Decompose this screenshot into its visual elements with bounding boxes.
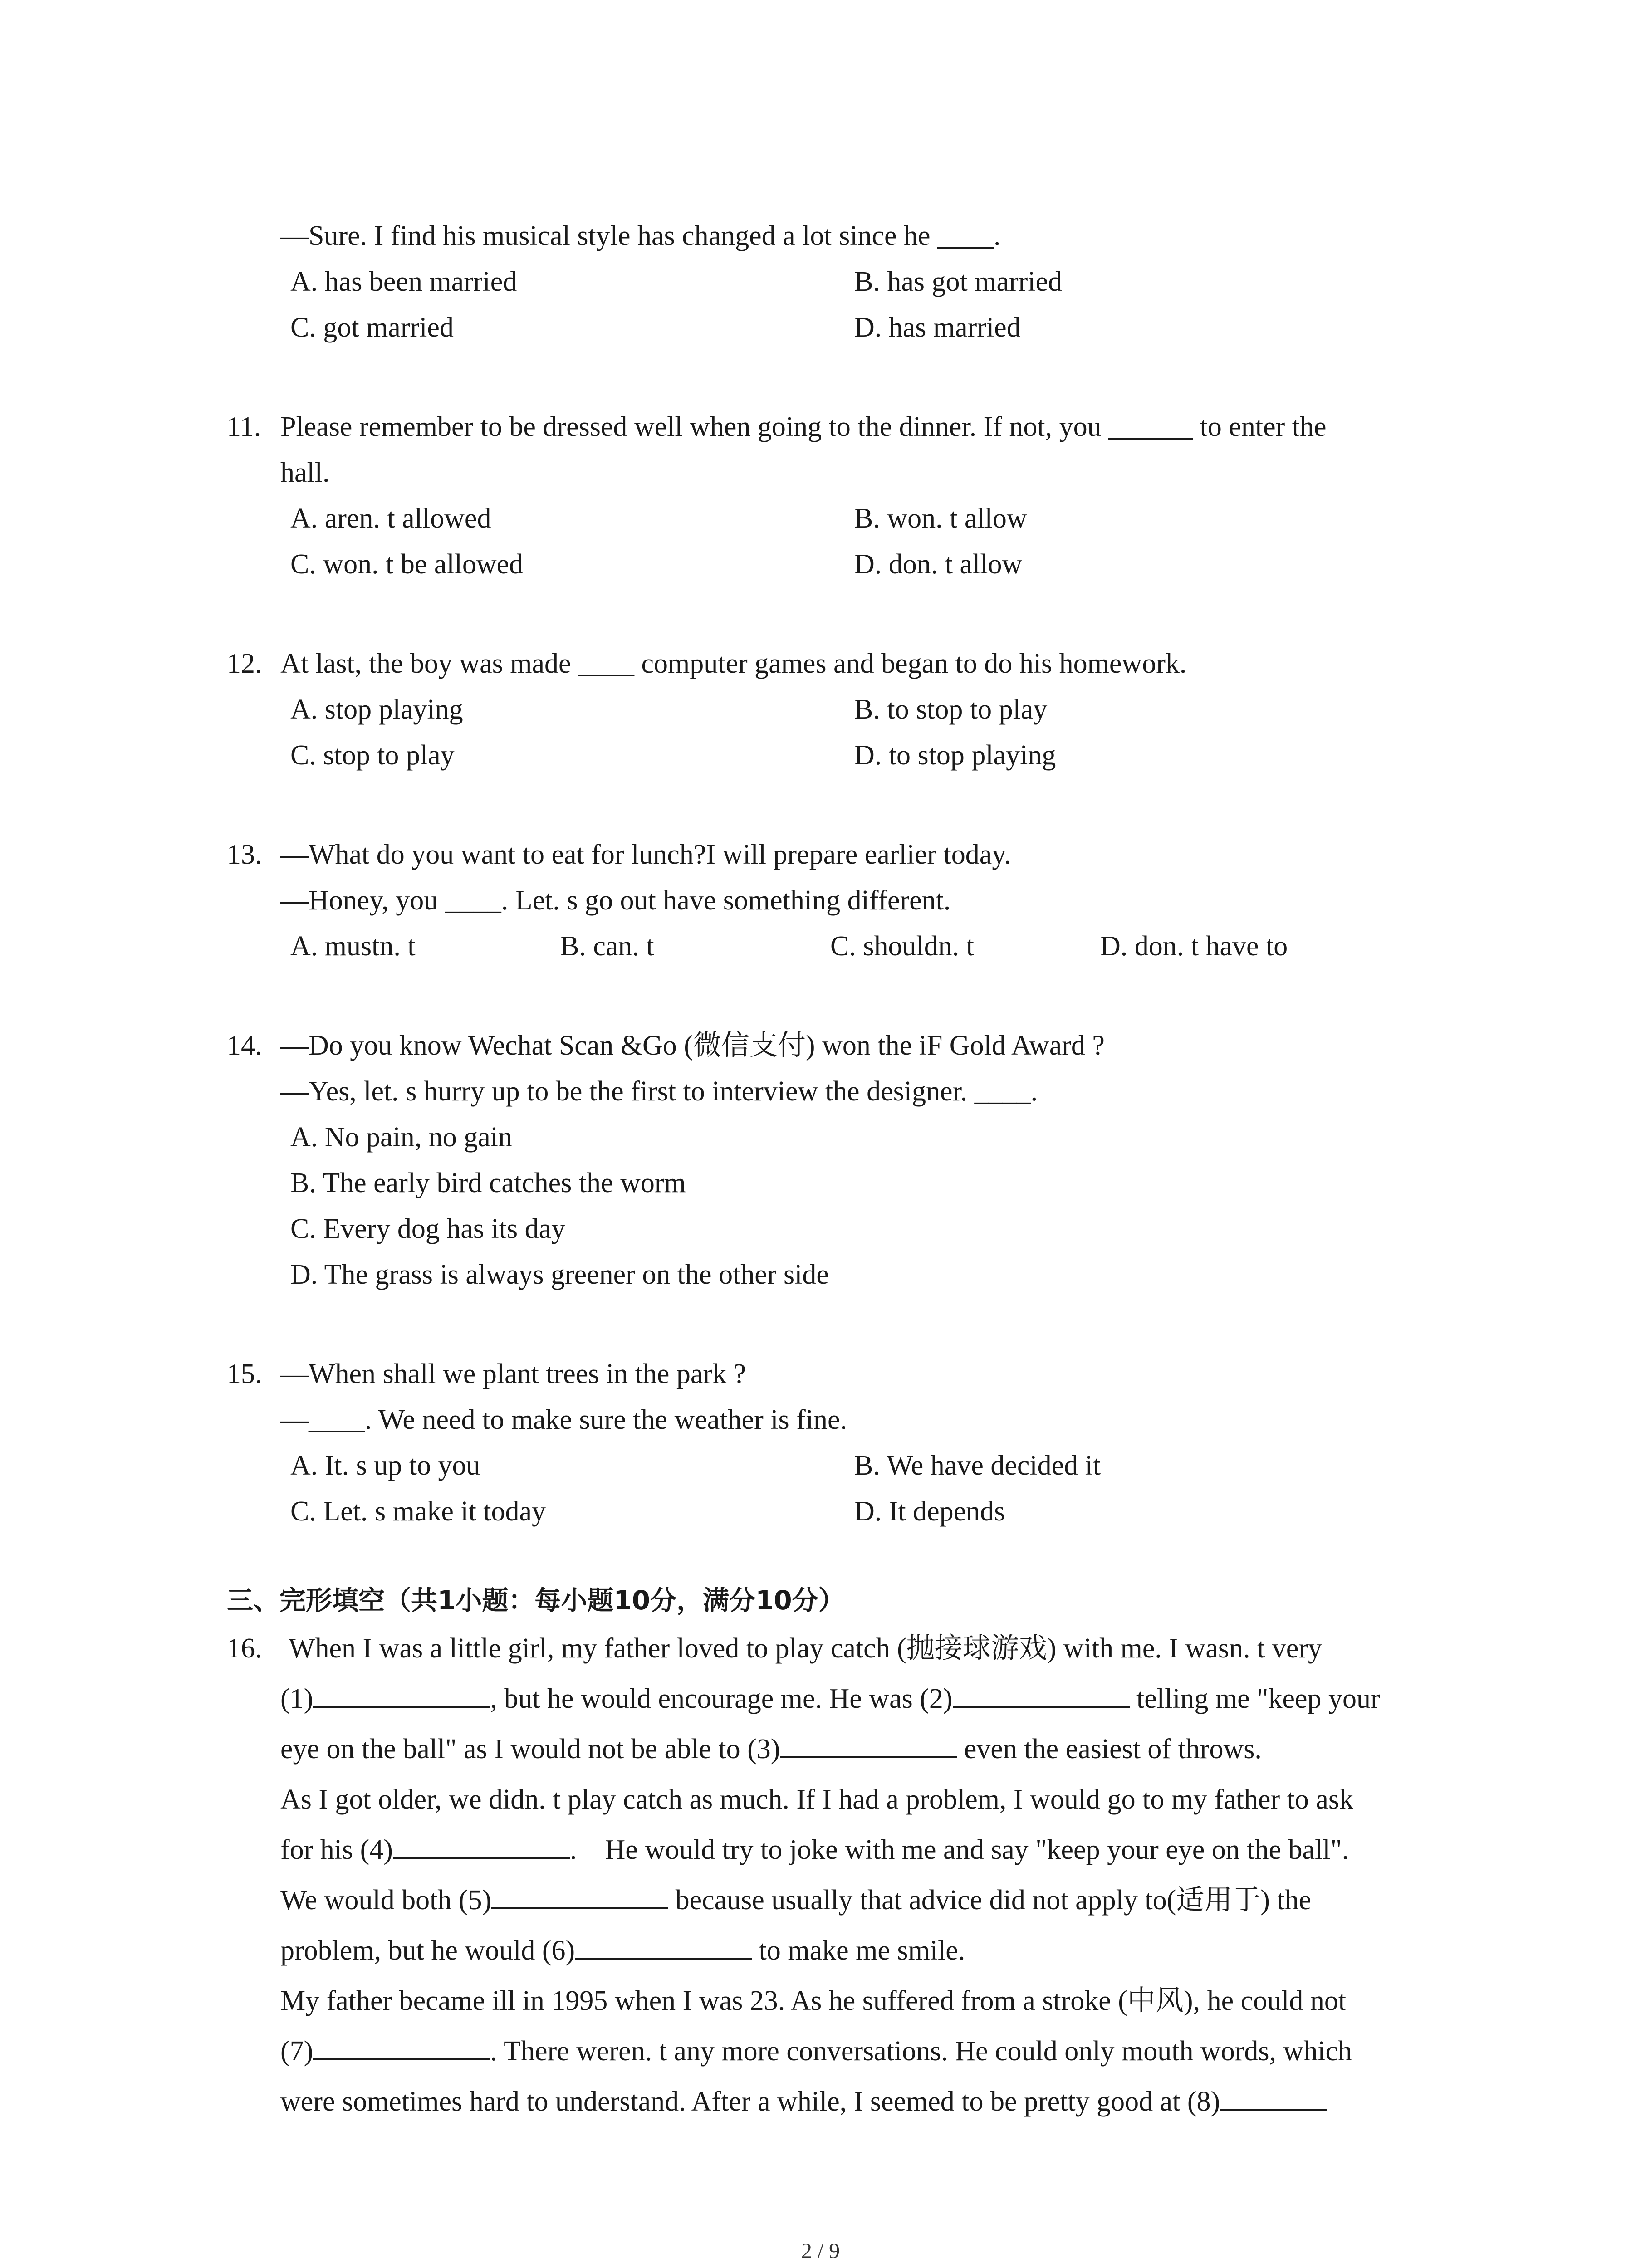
blank-1[interactable] (313, 1674, 490, 1708)
q13-option-b: B. can. t (560, 931, 654, 962)
q11-option-b: B. won. t allow (854, 503, 1027, 534)
q10-option-a: A. has been married (290, 266, 517, 297)
q13-option-c: C. shouldn. t (830, 931, 974, 962)
q13-stem-line2: —Honey, you ____. Let. s go out have something different. (280, 885, 951, 916)
blank-4[interactable] (393, 1825, 570, 1859)
q11-options-row2 (227, 542, 1461, 587)
q12-option-a: A. stop playing (290, 694, 463, 725)
q11-option-d: D. don. t allow (854, 549, 1023, 580)
q16-number: 16. (227, 1633, 262, 1664)
q14-option-d: D. The grass is always greener on the other side (290, 1259, 829, 1290)
q16-text: to make me smile. (752, 1935, 965, 1966)
q11-stem-line2: hall. (280, 457, 330, 488)
q14-number: 14. (227, 1030, 262, 1061)
q10-option-b: B. has got married (854, 266, 1063, 297)
q16-text: for his (4) (280, 1834, 393, 1865)
q11-stem (227, 404, 1461, 450)
q10-option-d: D. has married (854, 312, 1021, 343)
q11-number: 11. (227, 411, 261, 442)
blank-6[interactable] (575, 1926, 752, 1960)
q14-option-c: C. Every dog has its day (290, 1213, 566, 1244)
q11-stem-line1: Please remember to be dressed well when going to the dinner. If not, you ______ to enter the (280, 411, 1327, 442)
q16-text: , but he would encourage me. He was (2) (490, 1683, 953, 1714)
q16-text: were sometimes hard to understand. After a while, I seemed to be pretty good at (8) (280, 2086, 1220, 2117)
q12-number: 12. (227, 648, 262, 679)
q16-line-2 (227, 1674, 1461, 1724)
blank-2[interactable] (953, 1674, 1130, 1708)
q16-text: because usually that advice did not apply to(适用于) the (668, 1885, 1312, 1916)
q14-stem-line1: —Do you know Wechat Scan &Go (微信支付) won the iF Gold Award ? (280, 1030, 1105, 1061)
q12-option-d: D. to stop playing (854, 740, 1056, 771)
blank-label-1: (1) (280, 1683, 314, 1714)
q10-options-row2 (227, 305, 1461, 351)
q12-option-c: C. stop to play (290, 740, 455, 771)
q10-stem: —Sure. I find his musical style has changed a lot since he ____. (280, 220, 1001, 251)
q15-stem (227, 1351, 1461, 1397)
q15-options-row2 (227, 1489, 1461, 1535)
q16-p1-l1: When I was a little girl, my father loved to play catch (抛接球游戏) with me. I wasn. t very (289, 1633, 1322, 1664)
q13-option-a: A. mustn. t (290, 931, 416, 962)
q16-line-6 (227, 1875, 1461, 1926)
q16-text: even the easiest of throws. (957, 1734, 1262, 1765)
q15-option-d: D. It depends (854, 1496, 1005, 1527)
q16-line-5 (227, 1825, 1461, 1875)
q13-number: 13. (227, 839, 262, 870)
q15-number: 15. (227, 1359, 262, 1389)
section-title-cloze: 三、完形填空（共1小题：每小题10分，满分10分） (227, 1585, 845, 1616)
blank-3[interactable] (780, 1725, 957, 1758)
q16-text: . He would try to joke with me and say "keep your eye on the ball". (569, 1834, 1349, 1865)
q10-option-c: C. got married (290, 312, 454, 343)
q12-option-b: B. to stop to play (854, 694, 1048, 725)
q16-line-1 (227, 1623, 1461, 1674)
q16-text: problem, but he would (6) (280, 1935, 575, 1966)
q13-option-d: D. don. t have to (1100, 931, 1288, 962)
q14-stem-line2: —Yes, let. s hurry up to be the first to interview the designer. ____. (280, 1076, 1038, 1107)
q12-stem-text: At last, the boy was made ____ computer games and began to do his homework. (280, 648, 1187, 679)
blank-8[interactable] (1220, 2077, 1327, 2111)
q16-text: telling me "keep your (1129, 1683, 1380, 1714)
q16-text: . There weren. t any more conversations. He could only mouth words, which (490, 2036, 1352, 2067)
q16-passage (227, 1623, 1461, 2127)
q16-line-4: As I got older, we didn. t play catch as much. If I had a problem, I would go to my father to ask (280, 1784, 1353, 1815)
q11-option-a: A. aren. t allowed (290, 503, 491, 534)
q16-text: (7) (280, 2036, 314, 2067)
q12-options-row2 (227, 733, 1461, 778)
q13-stem (227, 832, 1461, 878)
q11-option-c: C. won. t be allowed (290, 549, 524, 580)
q13-stem-line1: —What do you want to eat for lunch?I will prepare earlier today. (280, 839, 1011, 870)
q16-line-9 (227, 2026, 1461, 2077)
q11-options-row1 (227, 496, 1461, 542)
page-content (227, 213, 1461, 2127)
q15-stem-line1: —When shall we plant trees in the park ? (280, 1359, 746, 1389)
blank-7[interactable] (313, 2027, 490, 2060)
q12-stem (227, 641, 1461, 687)
q14-stem (227, 1023, 1461, 1069)
q16-line-7 (227, 1926, 1461, 1976)
blank-5[interactable] (491, 1876, 668, 1909)
q12-options-row1 (227, 687, 1461, 733)
q14-option-b: B. The early bird catches the worm (290, 1168, 686, 1198)
q15-option-a: A. It. s up to you (290, 1450, 480, 1481)
q10-options-row1 (227, 259, 1461, 305)
q13-options (227, 924, 1461, 969)
q14-option-a: A. No pain, no gain (290, 1122, 513, 1153)
q16-text: We would both (5) (280, 1885, 492, 1916)
q15-option-b: B. We have decided it (854, 1450, 1101, 1481)
q16-line-10 (227, 2077, 1461, 2127)
q15-option-c: C. Let. s make it today (290, 1496, 546, 1527)
q15-stem-line2: —____. We need to make sure the weather is fine. (280, 1404, 847, 1435)
q16-line-3 (227, 1724, 1461, 1774)
page-number: 2 / 9 (801, 2239, 840, 2263)
q16-text: eye on the ball" as I would not be able to (3) (280, 1734, 780, 1765)
q15-options-row1 (227, 1443, 1461, 1489)
q16-line-8: My father became ill in 1995 when I was 23. As he suffered from a stroke (中风), he could not (280, 1985, 1347, 2016)
